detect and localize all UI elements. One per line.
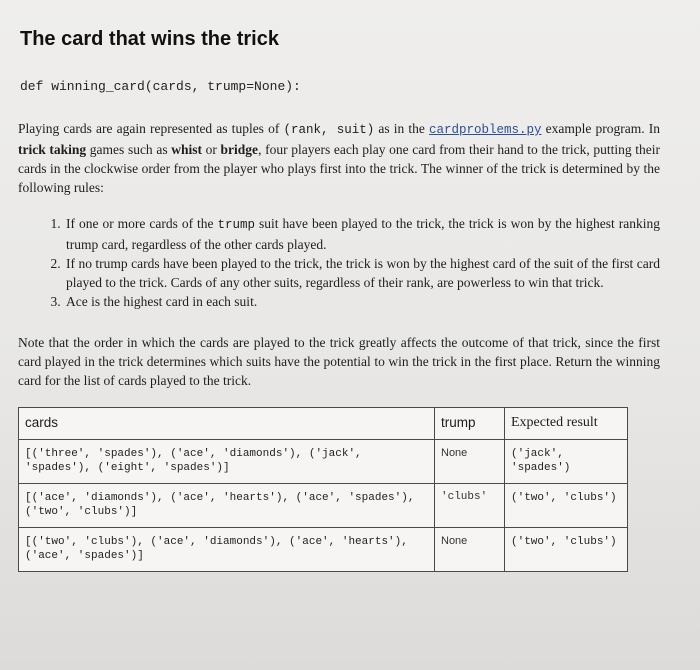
tuple-code: (rank, suit): [283, 123, 375, 137]
header-trump: trump: [435, 408, 505, 440]
cell-result: ('two', 'clubs'): [505, 528, 628, 572]
cardproblems-link[interactable]: cardproblems.py: [429, 123, 542, 137]
function-signature: def winning_card(cards, trump=None):: [20, 79, 301, 94]
cell-result: ('jack', 'spades'): [505, 440, 628, 484]
intro-paragraph: Playing cards are again represented as tuples of (rank, suit) as in the cardproblems.py example program. In trick taking games such as whist or bridge, four players each play one card from their hand to the trick, putting their cards in the clockwise order from the player who plays first into the trick. The winner of the trick is determined by the following rules:: [18, 121, 661, 195]
cell-result: ('two', 'clubs'): [505, 484, 628, 528]
header-cards: cards: [19, 408, 435, 440]
rule-item: 2. If no trump cards have been played to the trick, the trick is won by the highest card of the suit of the first card played to the trick. Cards of any other suits, regardless of their rank, are powerless to win that trick.: [64, 254, 660, 292]
rule-item: 1. If one or more cards of the trump suit have been played to the trick, the trick is won by the highest ranking trump card, regardless of the other cards played.: [64, 214, 660, 254]
examples-table: [18, 407, 628, 572]
cell-cards: [('two', 'clubs'), ('ace', 'diamonds'), ('ace', 'hearts'), ('ace', 'spades')]: [19, 528, 435, 572]
table-row: [19, 484, 628, 528]
rules-list: [18, 214, 660, 311]
rule-item: 3. Ace is the highest card in each suit.: [64, 292, 660, 311]
cell-cards: [('ace', 'diamonds'), ('ace', 'hearts'), ('ace', 'spades'), ('two', 'clubs')]: [19, 484, 435, 528]
cell-trump: None: [435, 440, 505, 484]
cell-trump: None: [435, 528, 505, 572]
cell-trump: 'clubs': [435, 484, 505, 528]
table-row: [19, 440, 628, 484]
cell-cards: [('three', 'spades'), ('ace', 'diamonds'), ('jack', 'spades'), ('eight', 'spades')]: [19, 440, 435, 484]
table-row: [19, 528, 628, 572]
table-header-row: [19, 408, 628, 440]
header-expected: Expected result: [505, 408, 628, 440]
page-title: The card that wins the trick: [20, 28, 279, 50]
note-paragraph: Note that the order in which the cards are played to the trick greatly affects the outcome of that trick, since the first card played in the trick determines which suits have the potential to win the trick in the first place. Return the winning card for the list of cards played to the trick.: [18, 335, 660, 388]
